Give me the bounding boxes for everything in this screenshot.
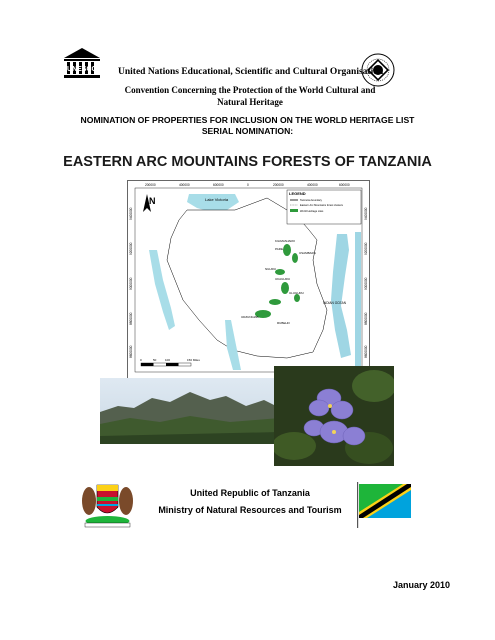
map-left-tick: 8600000 xyxy=(129,345,133,358)
scale-label: 150 Miles xyxy=(187,358,200,362)
kilimanjaro-label: KILIMANJARO xyxy=(275,239,296,243)
rubeho-label: RUBEHO xyxy=(277,321,290,325)
convention-title: Convention Concerning the Protection of the World Cultural and Natural Heritage xyxy=(124,85,376,107)
ocean-strip xyxy=(355,232,361,366)
map-right-tick: 9000000 xyxy=(364,277,368,290)
map-top-tick: 400000 xyxy=(307,183,318,187)
legend-title: LEGEND xyxy=(289,191,306,196)
nomination-line-2: SERIAL NOMINATION: xyxy=(201,126,294,136)
usambara-label: USAMBARA xyxy=(299,251,316,255)
map-right-tick: 8800000 xyxy=(364,312,368,325)
map-legend xyxy=(287,190,361,224)
document-title: EASTERN ARC MOUNTAINS FORESTS OF TANZANIA xyxy=(63,154,432,170)
nguru-label: NGURU xyxy=(265,267,276,271)
lake-victoria-label: Lake Victoria xyxy=(205,197,229,202)
scale-label: 100 xyxy=(165,358,171,362)
publication-date: January 2010 xyxy=(392,580,450,590)
map-top-tick: 200000 xyxy=(273,183,284,187)
north-label: N xyxy=(149,196,156,206)
ministry-name: Ministry of Natural Resources and Tourism xyxy=(158,505,342,515)
map-top-tick: 600000 xyxy=(213,183,224,187)
legend-item: World Heritage sites xyxy=(300,210,324,213)
map-left-tick: 9400000 xyxy=(129,207,133,220)
indian-ocean-label: INDIAN OCEAN xyxy=(323,301,347,305)
nomination-line-1: NOMINATION OF PROPERTIES FOR INCLUSION ON THE WORLD HERITAGE LIST xyxy=(80,115,415,125)
map-top-tick: 400000 xyxy=(179,183,190,187)
organisation-name: United Nations Educational, Scientific and Cultural Organisation xyxy=(118,67,384,77)
map-top-tick: 600000 xyxy=(339,183,350,187)
legend-item: Tanzania boundary xyxy=(300,199,322,202)
uluguru-label: ULUGURU xyxy=(289,291,304,295)
map-right-tick: 9400000 xyxy=(364,207,368,220)
map-right-tick: 8600000 xyxy=(364,345,368,358)
map-left-tick: 9200000 xyxy=(129,242,133,255)
pare-label: PARE xyxy=(275,247,283,251)
republic-name: United Republic of Tanzania xyxy=(190,488,310,498)
mountain-landscape-photo xyxy=(100,378,280,444)
map-right-tick: 9200000 xyxy=(364,242,368,255)
ukaguru-label: UKAGURU xyxy=(275,277,291,281)
scale-label: 0 xyxy=(140,358,142,362)
map-left-tick: 9000000 xyxy=(129,277,133,290)
unesco-logo-text: UNESCO xyxy=(67,66,97,73)
african-violet-photo xyxy=(274,366,394,466)
map-top-tick: 0 xyxy=(247,183,249,187)
map-left-tick: 8800000 xyxy=(129,312,133,325)
tanzania-coat-of-arms xyxy=(75,475,140,530)
map-top-tick: 200000 xyxy=(145,183,156,187)
udzungwa-label: UDZUNGWA xyxy=(241,315,259,319)
scale-label: 50 xyxy=(153,358,157,362)
nomination-heading xyxy=(40,115,455,137)
tanzania-map xyxy=(127,180,370,380)
legend-item: Eastern Arc Mountains forest clusters xyxy=(300,204,343,207)
unesco-logo xyxy=(62,46,102,80)
